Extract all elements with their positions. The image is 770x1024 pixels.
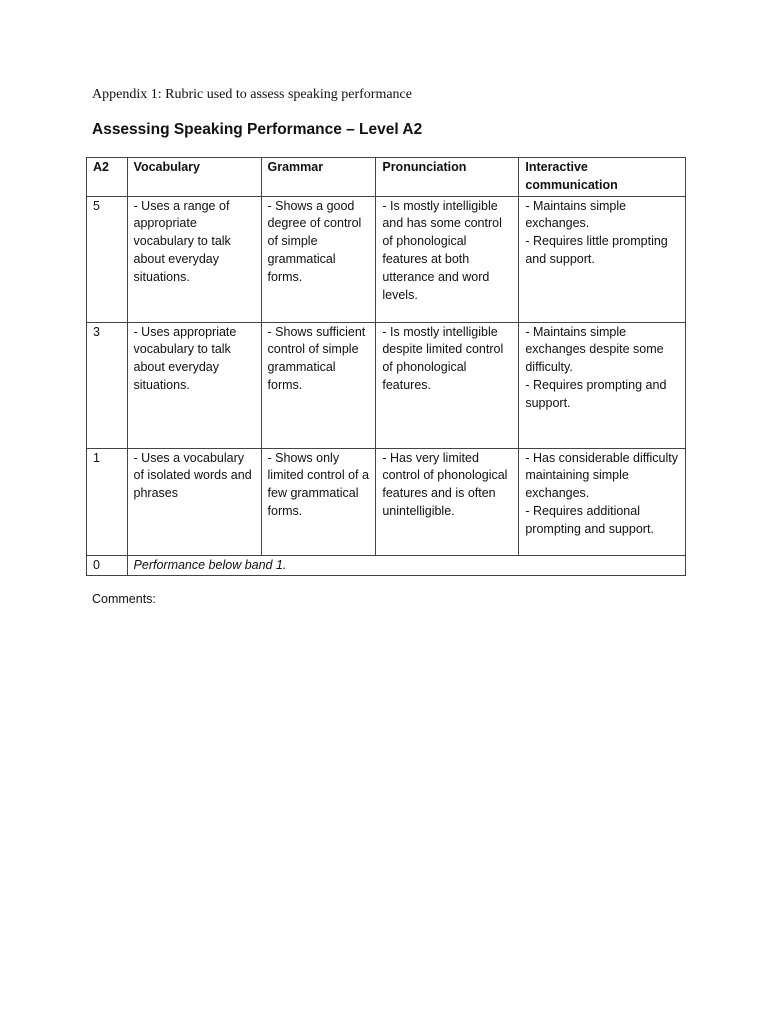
interactive-point: - Requires prompting and support. xyxy=(525,377,667,410)
band-cell: 0 xyxy=(87,555,128,576)
interactive-cell xyxy=(519,196,686,322)
interactive-point: - Maintains simple exchanges despite some difficulty. xyxy=(525,324,664,375)
header-level: A2 xyxy=(87,158,128,197)
table-row xyxy=(87,322,686,448)
rubric-title: Assessing Speaking Performance – Level A2 xyxy=(92,121,423,138)
grammar-cell: - Shows only limited control of a few grammatical forms. xyxy=(261,448,376,555)
header-grammar: Grammar xyxy=(261,158,376,197)
header-pronunciation: Pronunciation xyxy=(376,158,519,197)
grammar-cell: - Shows a good degree of control of simple grammatical forms. xyxy=(261,196,376,322)
interactive-point: - Requires additional prompting and support. xyxy=(525,503,654,536)
interactive-point: - Has considerable difficulty maintaining simple exchanges. xyxy=(525,450,678,501)
header-interactive-communication: Interactive communication xyxy=(519,158,686,197)
pronunciation-cell: - Is mostly intelligible despite limited control of phonological features. xyxy=(376,322,519,448)
interactive-cell xyxy=(519,448,686,555)
interactive-point: - Maintains simple exchanges. xyxy=(525,198,627,231)
grammar-cell: - Shows sufficient control of simple grammatical forms. xyxy=(261,322,376,448)
performance-below-note: Performance below band 1. xyxy=(127,555,685,576)
pronunciation-cell: - Has very limited control of phonological features and is often unintelligible. xyxy=(376,448,519,555)
table-row xyxy=(87,196,686,322)
pronunciation-cell: - Is mostly intelligible and has some control of phonological features at both utterance and word levels. xyxy=(376,196,519,322)
interactive-point: - Requires little prompting and support. xyxy=(525,234,668,266)
vocabulary-cell: - Uses appropriate vocabulary to talk about everyday situations. xyxy=(127,322,261,448)
rubric-table xyxy=(86,157,686,576)
vocabulary-cell: - Uses a range of appropriate vocabulary to talk about everyday situations. xyxy=(127,196,261,322)
header-vocabulary: Vocabulary xyxy=(127,158,261,197)
vocabulary-cell: - Uses a vocabulary of isolated words and phrases xyxy=(127,448,261,555)
comments-label: Comments: xyxy=(92,592,156,606)
table-header-row xyxy=(87,158,686,197)
appendix-caption: Appendix 1: Rubric used to assess speaking performance xyxy=(92,87,412,102)
band-cell: 3 xyxy=(87,322,128,448)
band-cell: 1 xyxy=(87,448,128,555)
interactive-cell xyxy=(519,322,686,448)
band-cell: 5 xyxy=(87,196,128,322)
table-row xyxy=(87,555,686,576)
table-row xyxy=(87,448,686,555)
